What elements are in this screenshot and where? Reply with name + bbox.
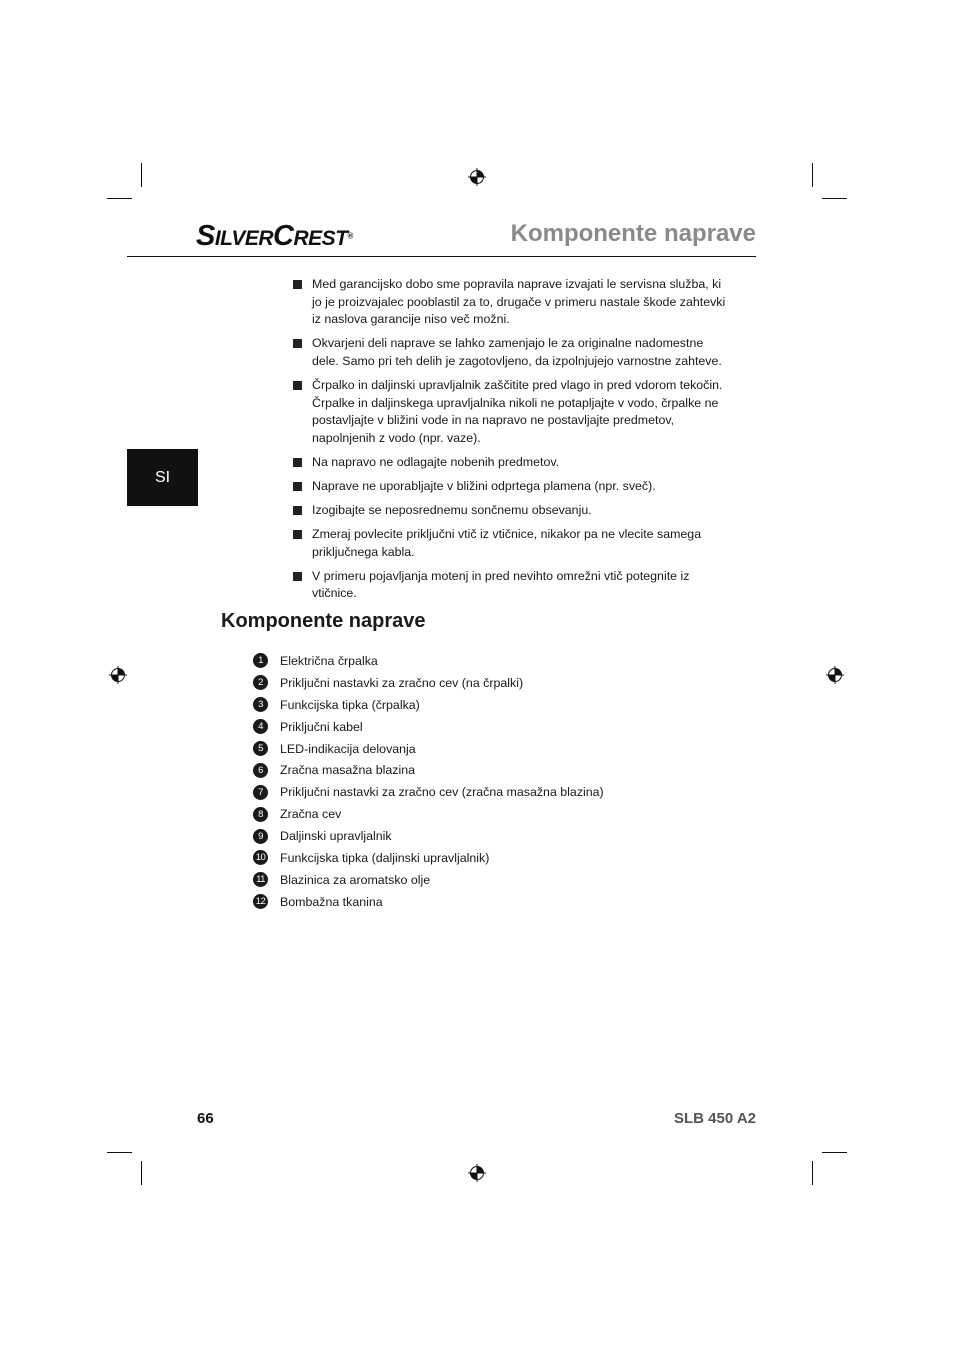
component-item: [253, 781, 604, 803]
crop-mark: [812, 163, 813, 187]
number-badge: 12: [253, 894, 268, 909]
component-label: Bombažna tkanina: [280, 894, 383, 909]
number-badge: 1: [253, 653, 268, 668]
components-list: [253, 650, 604, 913]
crop-mark: [812, 1161, 813, 1185]
list-item-text: Naprave ne uporabljajte v bližini odprtega plamena (npr. sveč).: [312, 478, 656, 493]
language-tab: SI: [127, 449, 198, 506]
page-header-title: Komponente naprave: [510, 220, 756, 247]
crop-mark: [822, 198, 847, 199]
list-item: [293, 454, 733, 472]
bullet-square-icon: [293, 530, 302, 539]
component-item: [253, 847, 604, 869]
bullet-square-icon: [293, 280, 302, 289]
list-item: [293, 276, 733, 329]
component-label: LED-indikacija delovanja: [280, 741, 416, 756]
component-item: [253, 803, 604, 825]
component-item: [253, 825, 604, 847]
component-item: [253, 716, 604, 738]
component-item: [253, 672, 604, 694]
header-rule: [127, 256, 756, 257]
list-item-text: V primeru pojavljanja motenj in pred nevihto omrežni vtič potegnite iz vtičnice.: [312, 568, 690, 601]
crop-mark: [141, 1161, 142, 1185]
bullet-square-icon: [293, 339, 302, 348]
component-label: Priključni nastavki za zračno cev (zračna masažna blazina): [280, 785, 604, 800]
registration-mark-icon: [468, 168, 486, 186]
list-item-text: Zmeraj povlecite priključni vtič iz vtičnice, nikakor pa ne vlecite samega priključnega kabla.: [312, 527, 702, 559]
logo-text: REST: [293, 227, 348, 250]
component-label: Zračna cev: [280, 807, 342, 822]
number-badge: 10: [253, 850, 268, 865]
component-label: Funkcijska tipka (črpalka): [280, 697, 420, 712]
number-badge: 3: [253, 697, 268, 712]
page-number: 66: [197, 1110, 214, 1127]
registered-mark: ®: [347, 231, 353, 241]
number-badge: 5: [253, 741, 268, 756]
crop-mark: [107, 1152, 132, 1153]
number-badge: 6: [253, 763, 268, 778]
registration-mark-icon: [468, 1164, 486, 1182]
number-badge: 7: [253, 785, 268, 800]
number-badge: 8: [253, 807, 268, 822]
component-item: [253, 738, 604, 760]
bullet-square-icon: [293, 506, 302, 515]
safety-notes-list: [293, 276, 733, 610]
registration-mark-icon: [109, 666, 127, 684]
list-item-text: Izogibajte se neposrednemu sončnemu obsevanju.: [312, 503, 592, 518]
model-number: SLB 450 A2: [674, 1110, 756, 1127]
crop-mark: [141, 163, 142, 187]
component-item: [253, 891, 604, 913]
list-item: [293, 478, 733, 496]
brand-logo: [196, 220, 353, 252]
list-item: [293, 526, 733, 561]
bullet-square-icon: [293, 482, 302, 491]
crop-mark: [107, 198, 132, 199]
component-label: Zračna masažna blazina: [280, 763, 415, 778]
number-badge: 2: [253, 675, 268, 690]
number-badge: 9: [253, 829, 268, 844]
registration-mark-icon: [826, 666, 844, 684]
component-label: Priključni nastavki za zračno cev (na črpalki): [280, 675, 524, 690]
section-heading: Komponente naprave: [221, 610, 426, 632]
logo-initial: S: [196, 220, 215, 252]
component-label: Daljinski upravljalnik: [280, 829, 392, 844]
list-item-text: Na napravo ne odlagajte nobenih predmetov.: [312, 454, 560, 469]
component-label: Blazinica za aromatsko olje: [280, 872, 431, 887]
component-label: Funkcijska tipka (daljinski upravljalnik): [280, 850, 490, 865]
component-item: [253, 694, 604, 716]
list-item: [293, 502, 733, 520]
list-item-text: Med garancijsko dobo sme popravila naprave izvajati le servisna služba, ki jo je proizvajalec pooblastil za to, drugače v primeru nastale škode zahtevki iz naslova garancije niso več možni.: [312, 277, 726, 327]
logo-text: ILVER: [214, 227, 274, 250]
component-item: [253, 650, 604, 672]
number-badge: 4: [253, 719, 268, 734]
logo-initial: C: [273, 220, 294, 252]
list-item-text: Okvarjeni deli naprave se lahko zamenjajo le za originalne nadomestne dele. Samo pri teh delih je zagotovljeno, da izpolnjujejo varnostne zahteve.: [312, 336, 722, 368]
component-item: [253, 759, 604, 781]
number-badge: 11: [253, 872, 268, 887]
list-item: [293, 377, 733, 447]
component-label: Priključni kabel: [280, 719, 363, 734]
bullet-square-icon: [293, 381, 302, 390]
bullet-square-icon: [293, 572, 302, 581]
crop-mark: [822, 1152, 847, 1153]
list-item-text: Črpalko in daljinski upravljalnik zaščitite pred vlago in pred vdorom tekočin. Črpalke in daljinskega upravljalnika nikoli ne potapljajte v vodo, črpalke ne postavljajte v bližini vode in na napravo ne postavljajte predmetov, napolnjenih z vodo (npr. vaze).: [312, 377, 723, 445]
component-label: Električna črpalka: [280, 653, 378, 668]
bullet-square-icon: [293, 458, 302, 467]
list-item: [293, 568, 733, 603]
list-item: [293, 335, 733, 370]
component-item: [253, 869, 604, 891]
